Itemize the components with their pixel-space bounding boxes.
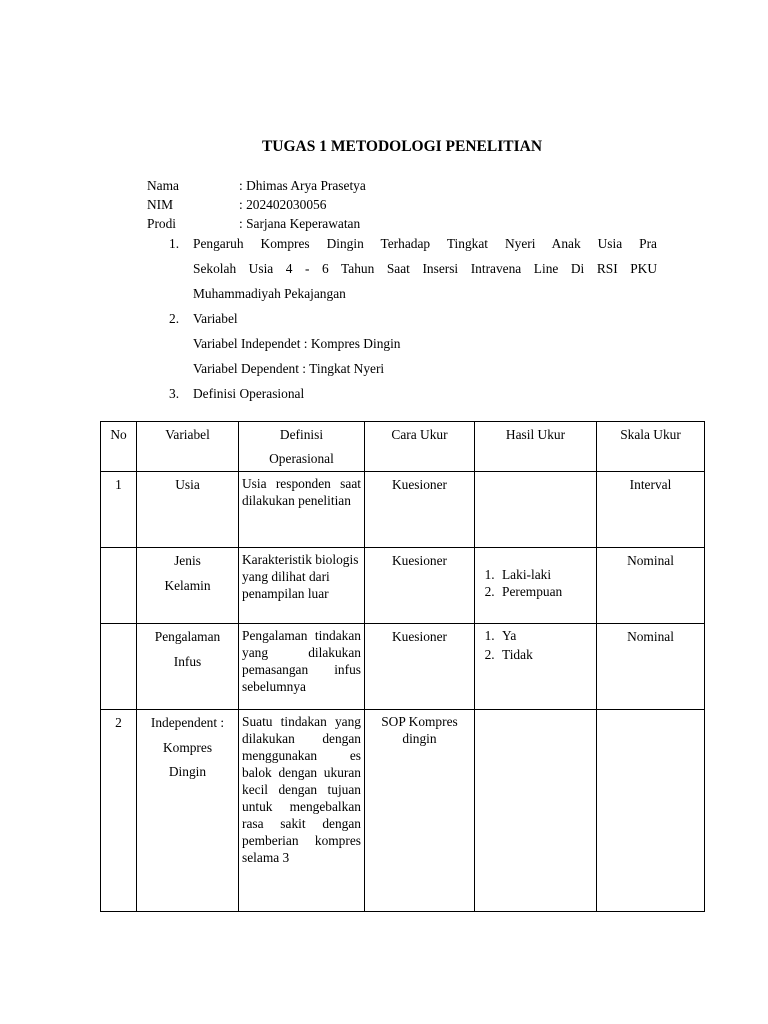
cell-variabel-line-2: Infus (173, 653, 202, 669)
cell-hasil-ukur (475, 548, 597, 624)
header-no: No (101, 422, 137, 472)
table-row (101, 548, 705, 624)
header-skala-ukur: Skala Ukur (597, 422, 705, 472)
item-number-2: 2. (169, 311, 180, 326)
cell-variabel-line-1: Independent : (150, 715, 225, 730)
cell-definisi-line-1: Karakteristik biologis (242, 552, 359, 567)
info-label-nim: NIM (147, 197, 174, 212)
cell-skala-ukur (597, 710, 705, 912)
item-number-3: 3. (169, 386, 180, 401)
info-value-nim: : 202402030056 (239, 197, 327, 212)
list-item: 1. Laki-laki (498, 566, 593, 583)
cell-cara-ukur: Kuesioner (365, 624, 475, 710)
cell-hasil-ukur (475, 710, 597, 912)
cell-definisi (239, 548, 365, 624)
cell-cara-ukur: Kuesioner (365, 548, 475, 624)
cell-variabel-line-2: Kelamin (164, 577, 211, 593)
header-hasil-ukur: Hasil Ukur (475, 422, 597, 472)
info-label-nama: Nama (147, 178, 179, 193)
item-2-text: Variabel (193, 311, 238, 326)
hasil-list (478, 566, 593, 600)
table-row (101, 624, 705, 710)
header-definisi-line-1: Definisi (279, 427, 324, 442)
cell-definisi: Pengalaman tindakan yang dilakukan pemasangan infus sebelumnya (239, 624, 365, 710)
cell-definisi-line-2: yang dilihat dari penampilan luar (242, 569, 330, 601)
variable-independent: Variabel Independet : Kompres Dingin (193, 336, 401, 351)
cell-variabel-line-2: Kompres (162, 739, 213, 755)
table-header-row (101, 422, 705, 472)
cell-definisi: Usia responden saat dilakukan penelitian (239, 472, 365, 548)
list-item: 2. Tidak (498, 645, 593, 664)
cell-no (101, 624, 137, 710)
cell-cara-ukur: Kuesioner (365, 472, 475, 548)
cell-skala-ukur: Interval (597, 472, 705, 548)
document-title: TUGAS 1 METODOLOGI PENELITIAN (261, 138, 543, 155)
table-row (101, 472, 705, 548)
cell-skala-ukur: Nominal (597, 548, 705, 624)
cell-cara-ukur: SOP Kompres dingin (365, 710, 475, 912)
cell-variabel: Usia (137, 472, 239, 548)
item-3-text: Definisi Operasional (193, 386, 305, 401)
cell-definisi: Suatu tindakan yang dilakukan dengan menggunakan es balok dengan ukuran kecil dengan tujuan untuk mengebalkan rasa sakit dengan pemberian kompres selama 3 (239, 710, 365, 912)
cell-variabel-line-1: Pengalaman (154, 629, 221, 644)
cell-no (101, 548, 137, 624)
cell-skala-ukur: Nominal (597, 624, 705, 710)
item-number-1: 1. (169, 236, 180, 251)
info-value-prodi: : Sarjana Keperawatan (239, 216, 361, 231)
info-label-prodi: Prodi (147, 216, 177, 231)
info-value-nama: : Dhimas Arya Prasetya (239, 178, 366, 193)
cell-no: 2 (101, 710, 137, 912)
cell-variabel (137, 548, 239, 624)
definisi-operasional-table (100, 421, 705, 912)
cell-no: 1 (101, 472, 137, 548)
table-row (101, 710, 705, 912)
cell-variabel (137, 710, 239, 912)
header-definisi (239, 422, 365, 472)
cell-variabel-line-3: Dingin (168, 764, 207, 779)
cell-variabel-line-1: Jenis (174, 553, 201, 568)
header-variabel: Variabel (137, 422, 239, 472)
list-item: 1. Ya (498, 626, 593, 645)
list-item: 2. Perempuan (498, 583, 593, 600)
header-definisi-line-2: Operasional (269, 451, 334, 466)
variable-dependent: Variabel Dependent : Tingkat Nyeri (193, 361, 385, 376)
cell-variabel (137, 624, 239, 710)
cell-hasil-ukur (475, 624, 597, 710)
item-1-line-2: Sekolah Usia 4 - 6 Tahun Saat Insersi Intravena Line Di RSI PKU (193, 261, 657, 276)
header-cara-ukur: Cara Ukur (365, 422, 475, 472)
hasil-list (478, 626, 593, 664)
item-1-line-1: Pengaruh Kompres Dingin Terhadap Tingkat Nyeri Anak Usia Pra (193, 236, 657, 251)
cell-hasil-ukur (475, 472, 597, 548)
item-1-line-3: Muhammadiyah Pekajangan (193, 286, 346, 301)
